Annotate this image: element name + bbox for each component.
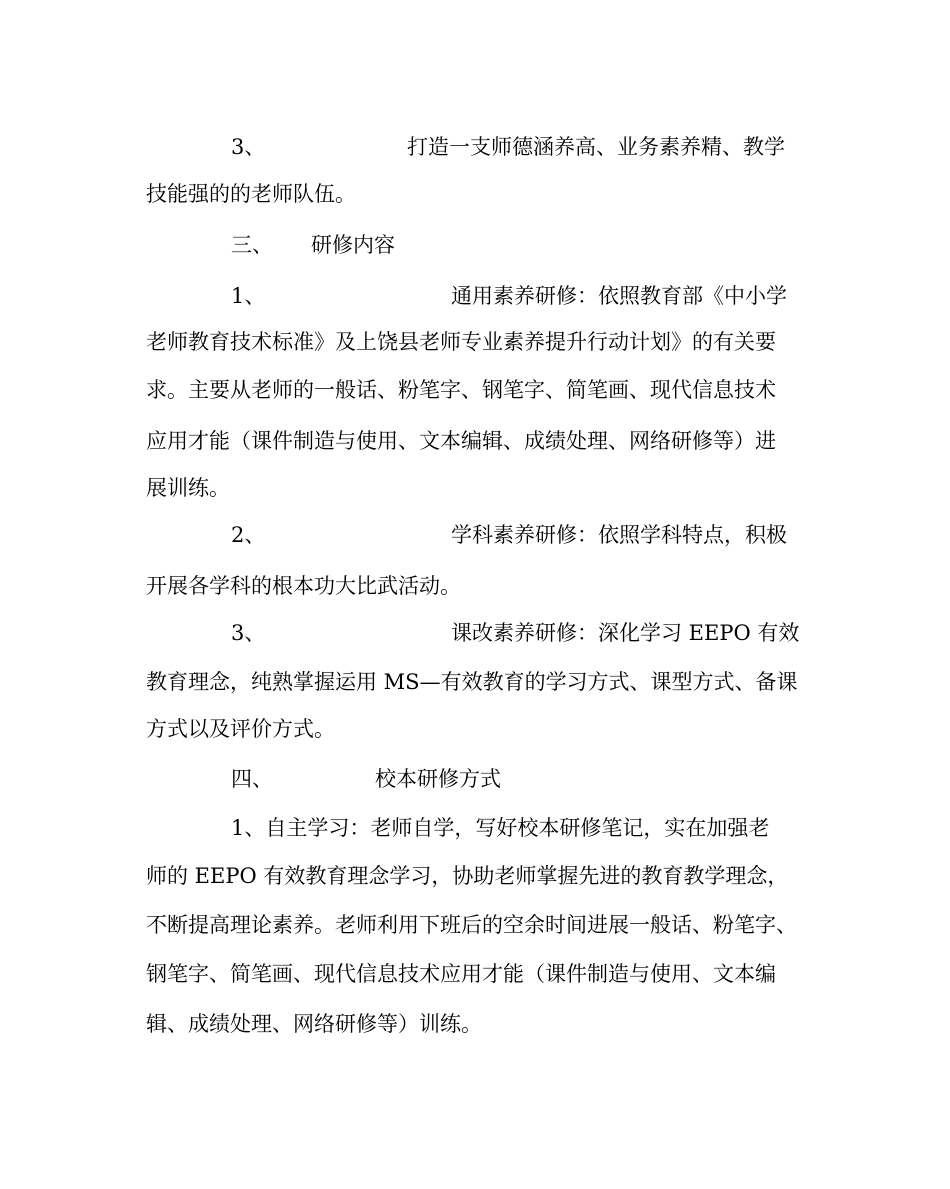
paragraph-text: 学科素养研修：依照学科特点，积极: [451, 523, 787, 547]
paragraph-line: 不断提高理论素养。老师利用下班后的空余时间进展一般话、粉笔字、: [146, 913, 797, 937]
paragraph-line: 辑、成绩处理、网络研修等）训练。: [146, 1012, 482, 1036]
section-number: 四、: [231, 767, 273, 791]
goal-3-line: [231, 134, 785, 160]
item-2-line: [231, 522, 787, 548]
paragraph-line: 求。主要从老师的一般话、粉笔字、钢笔字、简笔画、现代信息技术: [146, 378, 776, 402]
paragraph-line: 师的 EEPO 有效教育理念学习，协助老师掌握先进的教育教学理念，: [146, 864, 789, 888]
section-heading-3: [231, 232, 395, 258]
paragraph-line: 1、自主学习：老师自学，写好校本研修笔记，实在加强老: [231, 816, 770, 840]
section-number: 三、: [231, 233, 273, 257]
item-1-line: [231, 283, 787, 309]
paragraph-text: 通用素养研修：依照教育部《中小学: [451, 284, 787, 308]
list-number: 1、: [231, 284, 266, 308]
paragraph-line: 教育理念，纯熟掌握运用 MS—有效教育的学习方式、课型方式、备课: [146, 670, 798, 694]
paragraph-line: 钢笔字、简笔画、现代信息技术应用才能（课件制造与使用、文本编: [146, 962, 776, 986]
list-number: 2、: [231, 523, 266, 547]
section-title: 研修内容: [311, 233, 395, 257]
paragraph-text: 课改素养研修：深化学习 EEPO 有效: [451, 621, 800, 645]
paragraph-line: 开展各学科的根本功大比武活动。: [146, 574, 461, 598]
paragraph-line: 方式以及评价方式。: [146, 717, 335, 741]
paragraph-text: 打造一支师德涵养高、业务素养精、教学: [407, 135, 785, 159]
section-heading-4: [231, 766, 501, 792]
paragraph-line: 技能强的的老师队伍。: [146, 182, 356, 206]
paragraph-line: 应用才能（课件制造与使用、文本编辑、成绩处理、网络研修等）进: [146, 429, 776, 453]
section-title: 校本研修方式: [375, 767, 501, 791]
paragraph-line: 老师教育技术标准》及上饶县老师专业素养提升行动计划》的有关要: [146, 330, 776, 354]
item-3-line: [231, 620, 799, 646]
paragraph-line: 展训练。: [146, 476, 230, 500]
list-number: 3、: [231, 135, 266, 159]
list-number: 3、: [231, 621, 266, 645]
